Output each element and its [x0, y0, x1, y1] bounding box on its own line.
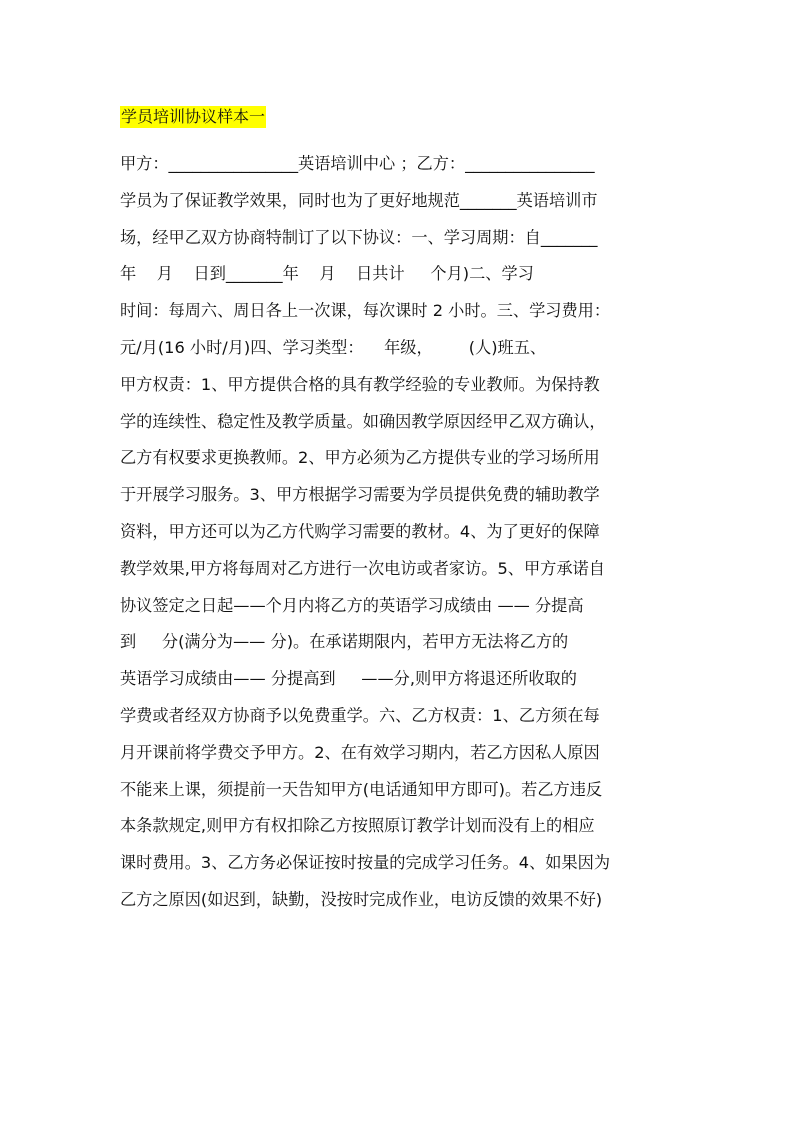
body-line: 甲方：________________英语培训中心 ；乙方：________________ — [120, 154, 595, 173]
body-line: 乙方之原因(如迟到，缺勤，没按时完成作业，电访反馈的效果不好) — [120, 889, 603, 909]
body-line: 乙方有权要求更换教师。2、甲方必须为乙方提供专业的学习场所用 — [120, 448, 600, 468]
body-line: 月开课前将学费交予甲方。2、在有效学习期内，若乙方因私人原因 — [120, 742, 600, 762]
body-line: 英语学习成绩由—— 分提高到 ——分,则甲方将退还所收取的 — [120, 669, 577, 689]
body-line: 元/月(16 小时/月)四、学习类型： 年级， (人)班五、 — [120, 337, 547, 357]
body-line: 本条款规定,则甲方有权扣除乙方按照原订教学计划而没有上的相应 — [120, 816, 595, 836]
body-line: 学员为了保证教学效果，同时也为了更好地规范_______英语培训市 — [120, 190, 598, 210]
body-line: 于开展学习服务。3、甲方根据学习需要为学员提供免费的辅助教学 — [120, 485, 600, 505]
body-line: 场，经甲乙双方协商特制订了以下协议：一、学习周期：自_______ — [120, 227, 598, 247]
body-line: 课时费用。3、乙方务必保证按时按量的完成学习任务。4、如果因为 — [120, 853, 611, 873]
body-line: 教学效果,甲方将每周对乙方进行一次电访或者家访。5、甲方承诺自 — [120, 558, 605, 578]
body-line: 协议签定之日起——个月内将乙方的英语学习成绩由 —— 分提高 — [120, 595, 584, 615]
body-line: 甲方权责：1、甲方提供合格的具有教学经验的专业教师。为保持教 — [120, 374, 600, 394]
document-body — [120, 146, 680, 919]
body-line: 学的连续性、稳定性及教学质量。如确因教学原因经甲乙双方确认， — [120, 411, 606, 431]
body-line: 年 月 日到_______年 月 日共计 个月)二、学习 — [120, 264, 534, 284]
body-line: 到 分(满分为—— 分)。在承诺期限内，若甲方无法将乙方的 — [120, 632, 569, 652]
body-line: 时间：每周六、周日各上一次课，每次课时 2 小时。三、学习费用： — [120, 301, 611, 321]
body-line: 资料，甲方还可以为乙方代购学习需要的教材。4、为了更好的保障 — [120, 521, 600, 541]
body-line: 学费或者经双方协商予以免费重学。六、乙方权责：1、乙方须在每 — [120, 705, 600, 725]
body-line: 不能来上课，须提前一天告知甲方(电话通知甲方即可)。若乙方违反 — [120, 779, 603, 799]
document-title: 学员培训协议样本一 — [121, 107, 266, 126]
